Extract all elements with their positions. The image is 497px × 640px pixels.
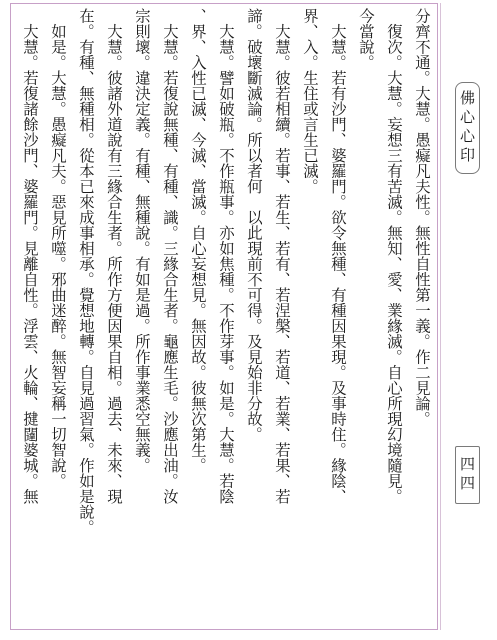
text-column: 大慧。彼諸外道說有三緣合生者。所作方便因果自相。過去、未來、現 — [105, 8, 123, 504]
text-column: 、界、入性已滅、今滅、當滅。自心妄想見。無因故。彼無次第生。 — [189, 8, 207, 473]
text-column: 大慧。若復諸餘沙門、婆羅門。見離自性。浮雲、火輪、揵闥婆城。無 — [21, 8, 39, 504]
page-number-label: 四四 — [455, 446, 480, 504]
text-column: 復次。大慧。妄想三有苦滅。無知、愛、業緣滅。自心所現幻境隨見。 — [385, 8, 403, 504]
frame-outer-line — [440, 3, 441, 630]
text-column: 在。有種、無種相。從本已來成事相承。覺想地轉。自見過習氣。作如是說。 — [77, 8, 95, 535]
text-column: 大慧。若有沙門、婆羅門。欲令無種、有種因果現。及事時住。緣陰、 — [329, 8, 347, 504]
text-column: 諦。破壞斷滅論。所以者何 以此現前不可得。及見始非分故。 — [245, 8, 263, 442]
vertical-text-body — [14, 8, 434, 626]
text-column: 今當說。 — [357, 8, 375, 70]
frame-top-line — [10, 3, 438, 4]
text-column: 如是。大慧。愚癡凡夫。惡見所噬。邪曲迷醉。無智妄稱一切智說。 — [49, 8, 67, 489]
text-column: 大慧。若復說無種、有種、識。三緣合生者。龜應生毛。沙應出油。汝 — [161, 8, 179, 504]
frame-bottom-line — [10, 629, 438, 630]
book-title-label: 佛心心印 — [455, 82, 480, 174]
frame-right-line — [437, 3, 438, 630]
text-column: 大慧。彼若相續。若事、若生、若有、若涅槃、若道、若業、若果、若 — [273, 8, 291, 504]
text-column: 宗則壞。違決定義。有種、無種說。有如是過。所作事業悉空無義。 — [133, 8, 151, 473]
text-column: 大慧。譬如破瓶。不作瓶事。亦如焦種。不作芽事。如是。大慧。若陰 — [217, 8, 235, 504]
text-column: 分齊不通。大慧。愚癡凡夫性。無性自性第一義。作二見論。 — [413, 8, 431, 427]
frame-left-line — [10, 3, 11, 630]
text-column: 界、入。生住或言生已滅。 — [301, 8, 319, 194]
